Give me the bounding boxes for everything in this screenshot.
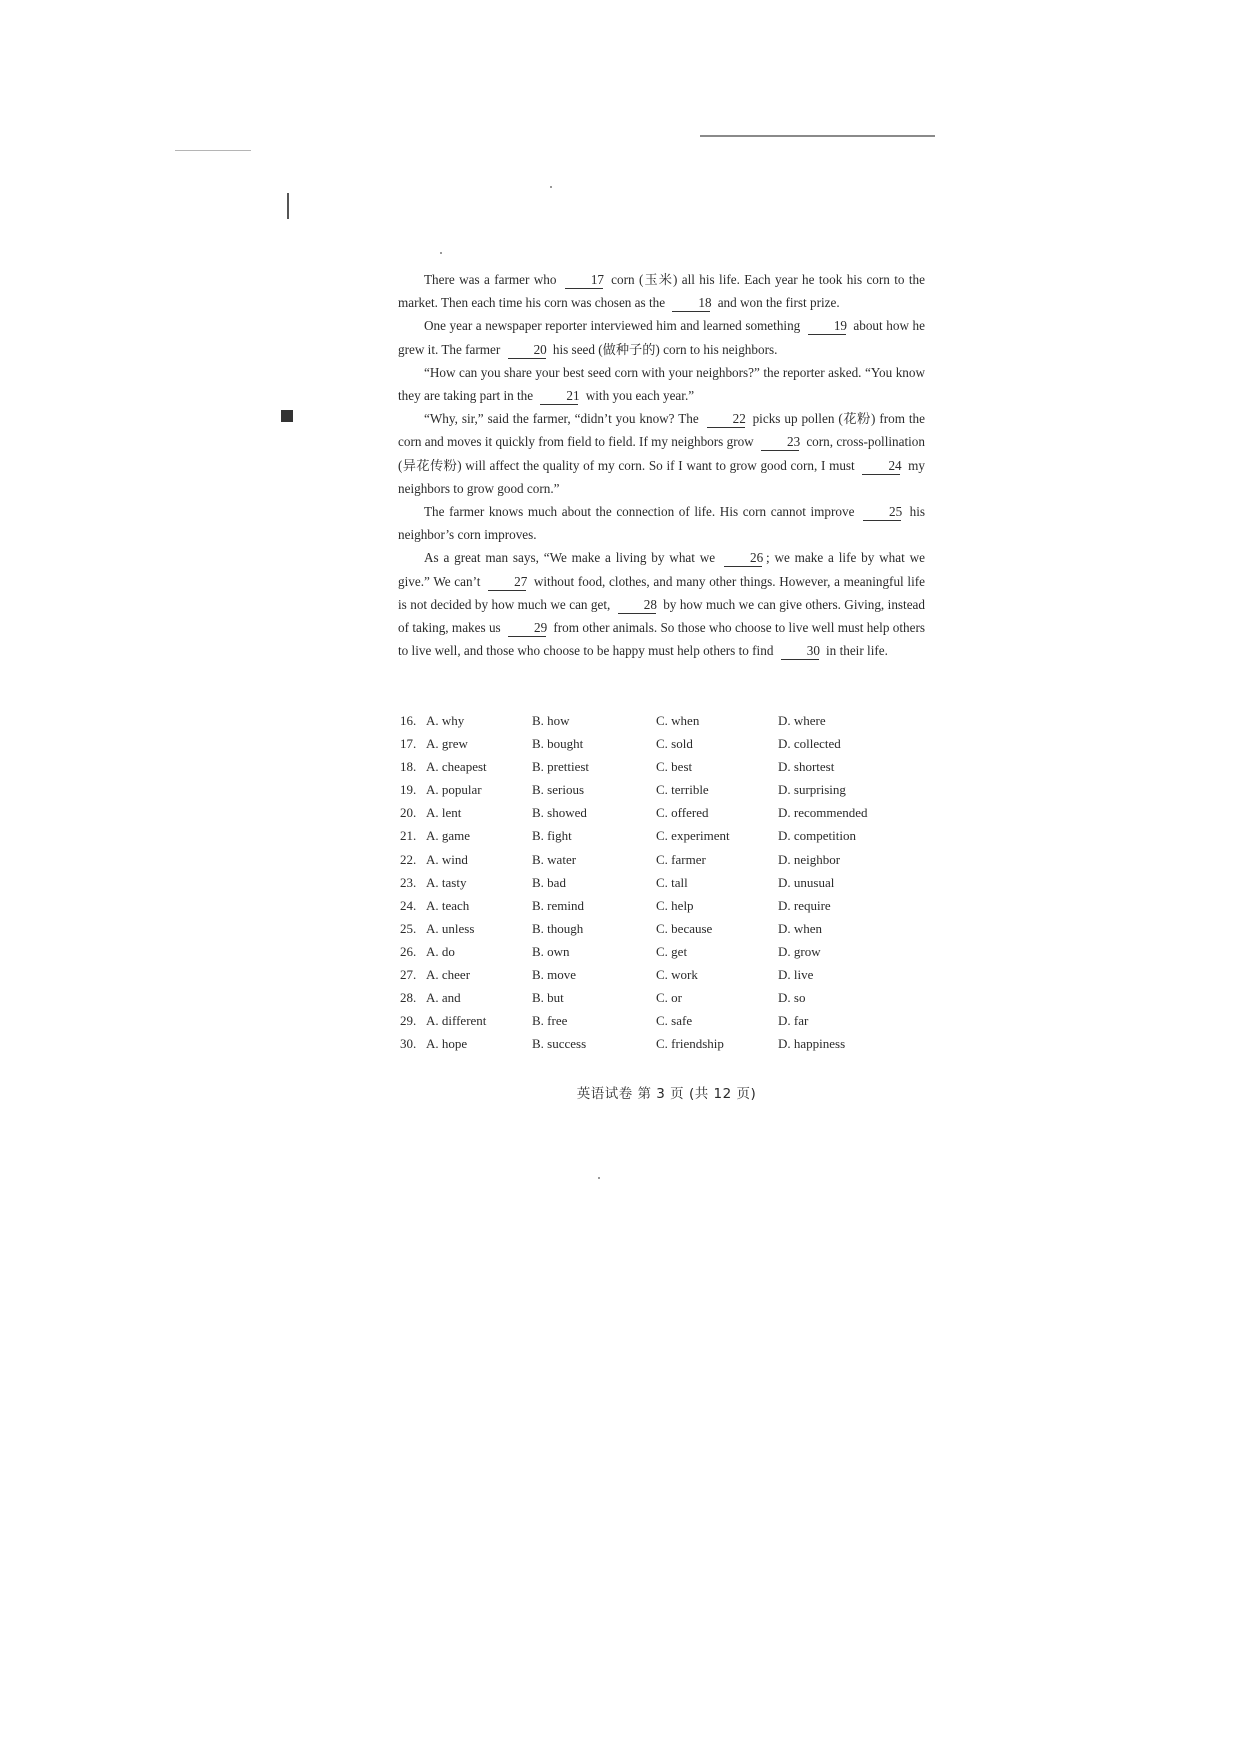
option-d: D. where [778, 713, 826, 728]
cloze-passage [398, 268, 925, 662]
option-d: D. unusual [778, 874, 835, 890]
question-options-row [400, 986, 920, 1009]
scan-speck [598, 1177, 600, 1179]
option-c: C. get [656, 943, 688, 959]
option-d: D. shortest [778, 759, 835, 775]
option-d: D. require [778, 897, 831, 913]
answer-blank: 18 [672, 295, 710, 312]
answer-blank: 25 [863, 504, 901, 521]
option-b: B. free [532, 1013, 568, 1029]
question-options-row [400, 848, 920, 871]
option-d: D. so [778, 990, 806, 1006]
answer-blank: 17 [565, 272, 603, 289]
option-b: B. success [532, 1036, 587, 1052]
question-number: 16. [400, 713, 417, 728]
question-number: 17. [400, 736, 417, 752]
option-d: D. collected [778, 736, 841, 752]
question-number: 23. [400, 874, 417, 890]
option-c: C. terrible [656, 782, 709, 798]
option-b: B. prettiest [532, 759, 590, 775]
passage-paragraph: “How can you share your best seed corn with your neighbors?” the reporter asked. “You know they are taking part in the 21 with you each year.” [398, 364, 925, 404]
option-c: C. friendship [656, 1036, 724, 1052]
passage-paragraph: One year a newspaper reporter interviewed him and learned something 19 about how he grew it. The farmer 20 his seed (做种子的) corn to his neighbors. [398, 318, 925, 357]
scan-speck [550, 186, 552, 188]
option-b: B. how [532, 713, 570, 728]
passage-paragraph: The farmer knows much about the connection of life. His corn cannot improve 25 his neighbor’s corn improves. [398, 504, 925, 543]
option-a: A. unless [426, 920, 475, 936]
question-options-row [400, 963, 920, 986]
option-b: B. though [532, 920, 584, 936]
option-b: B. move [532, 967, 577, 983]
answer-blank: 30 [781, 643, 819, 660]
scan-mark [281, 410, 293, 422]
option-b: B. remind [532, 897, 584, 913]
option-b: B. bought [532, 736, 584, 752]
question-number: 24. [400, 897, 417, 913]
option-a: A. cheapest [426, 759, 487, 775]
option-a: A. grew [426, 736, 468, 752]
option-a: A. why [426, 713, 465, 728]
option-c: C. experiment [656, 828, 730, 844]
option-d: D. happiness [778, 1036, 846, 1052]
option-d: D. live [778, 967, 814, 983]
question-number: 30. [400, 1036, 417, 1052]
scan-line [700, 135, 935, 137]
option-c: C. tall [656, 874, 688, 890]
option-d: D. far [778, 1013, 809, 1029]
option-b: B. own [532, 943, 570, 959]
option-c: C. because [656, 920, 713, 936]
option-a: A. lent [426, 805, 462, 821]
option-c: C. safe [656, 1013, 693, 1029]
question-number: 26. [400, 943, 417, 959]
answer-blank: 23 [761, 434, 799, 451]
option-a: A. cheer [426, 967, 471, 983]
question-options-row [400, 894, 920, 917]
option-a: A. hope [426, 1036, 468, 1052]
option-c: C. offered [656, 805, 709, 821]
option-b: B. water [532, 851, 577, 867]
option-a: A. teach [426, 897, 470, 913]
question-number: 27. [400, 967, 417, 983]
question-options-row [400, 1032, 920, 1055]
option-c: C. or [656, 990, 682, 1006]
answer-blank: 24 [862, 458, 900, 475]
option-d: D. recommended [778, 805, 868, 821]
answer-blank: 19 [808, 318, 846, 335]
option-d: D. when [778, 920, 823, 936]
option-d: D. surprising [778, 782, 846, 798]
scan-line [175, 150, 251, 151]
option-b: B. bad [532, 874, 566, 890]
question-options-row [400, 871, 920, 894]
question-number: 20. [400, 805, 417, 821]
question-options-row [400, 917, 920, 940]
answer-blank: 22 [707, 411, 745, 428]
option-b: B. but [532, 990, 564, 1006]
question-number: 21. [400, 828, 417, 844]
option-a: A. wind [426, 851, 468, 867]
question-options-row [400, 940, 920, 963]
question-number: 19. [400, 782, 417, 798]
answer-blank: 27 [488, 574, 526, 591]
passage-paragraph: As a great man says, “We make a living by what we 26 ; we make a life by what we give.” We can’t 27 without food, clothes, and many other things. However, a meaningful life is not decided by how much we can get, 28 by how much we can give others. Giving, instead of taking, makes us 29 from other animals. So those who choose to live well must help others to live well, and those who choose to be happy must help others to find 30 in their life. [398, 550, 926, 659]
option-a: A. do [426, 943, 455, 959]
answer-blank: 21 [540, 388, 578, 405]
option-c: C. work [656, 967, 698, 983]
question-number: 22. [400, 851, 417, 867]
option-c: C. best [656, 759, 693, 775]
option-d: D. neighbor [778, 851, 841, 867]
page-footer: 英语试卷 第 3 页 (共 12 页) [576, 1086, 757, 1102]
question-options-row [400, 709, 920, 732]
option-c: C. farmer [656, 851, 706, 867]
passage-paragraph: There was a farmer who 17 corn (玉米) all his life. Each year he took his corn to the market. Then each time his corn was chosen as the 18 and won the first prize. [398, 272, 925, 311]
option-d: D. grow [778, 943, 821, 959]
question-options-row [400, 778, 920, 801]
option-a: A. game [426, 828, 471, 844]
question-options-row [400, 824, 920, 847]
option-d: D. competition [778, 828, 856, 844]
option-a: A. different [426, 1013, 487, 1029]
passage-paragraph: “Why, sir,” said the farmer, “didn’t you know? The 22 picks up pollen (花粉) from the corn and moves it quickly from field to field. If my neighbors grow 23 corn, cross-pollination (异花传粉) will affect the quality of my corn. So if I want to grow good corn, I must 24 my neighbors to grow good corn.” [398, 411, 925, 496]
option-b: B. serious [532, 782, 584, 798]
question-number: 29. [400, 1013, 417, 1029]
question-options-row [400, 732, 920, 755]
question-number: 25. [400, 920, 417, 936]
option-b: B. fight [532, 828, 572, 844]
question-number: 28. [400, 990, 417, 1006]
answer-blank: 26 [724, 550, 762, 567]
answer-blank: 20 [508, 342, 546, 359]
scan-mark [287, 193, 289, 219]
option-a: A. tasty [426, 874, 467, 890]
answer-options [400, 709, 920, 1055]
scan-speck [440, 252, 442, 254]
option-a: A. popular [426, 782, 482, 798]
option-c: C. sold [656, 736, 693, 752]
option-c: C. when [656, 713, 700, 728]
answer-blank: 28 [618, 597, 656, 614]
option-b: B. showed [532, 805, 587, 821]
option-c: C. help [656, 897, 694, 913]
answer-blank: 29 [508, 620, 546, 637]
question-options-row [400, 755, 920, 778]
question-options-row [400, 1009, 920, 1032]
question-options-row [400, 801, 920, 824]
option-a: A. and [426, 990, 461, 1006]
question-number: 18. [400, 759, 417, 775]
